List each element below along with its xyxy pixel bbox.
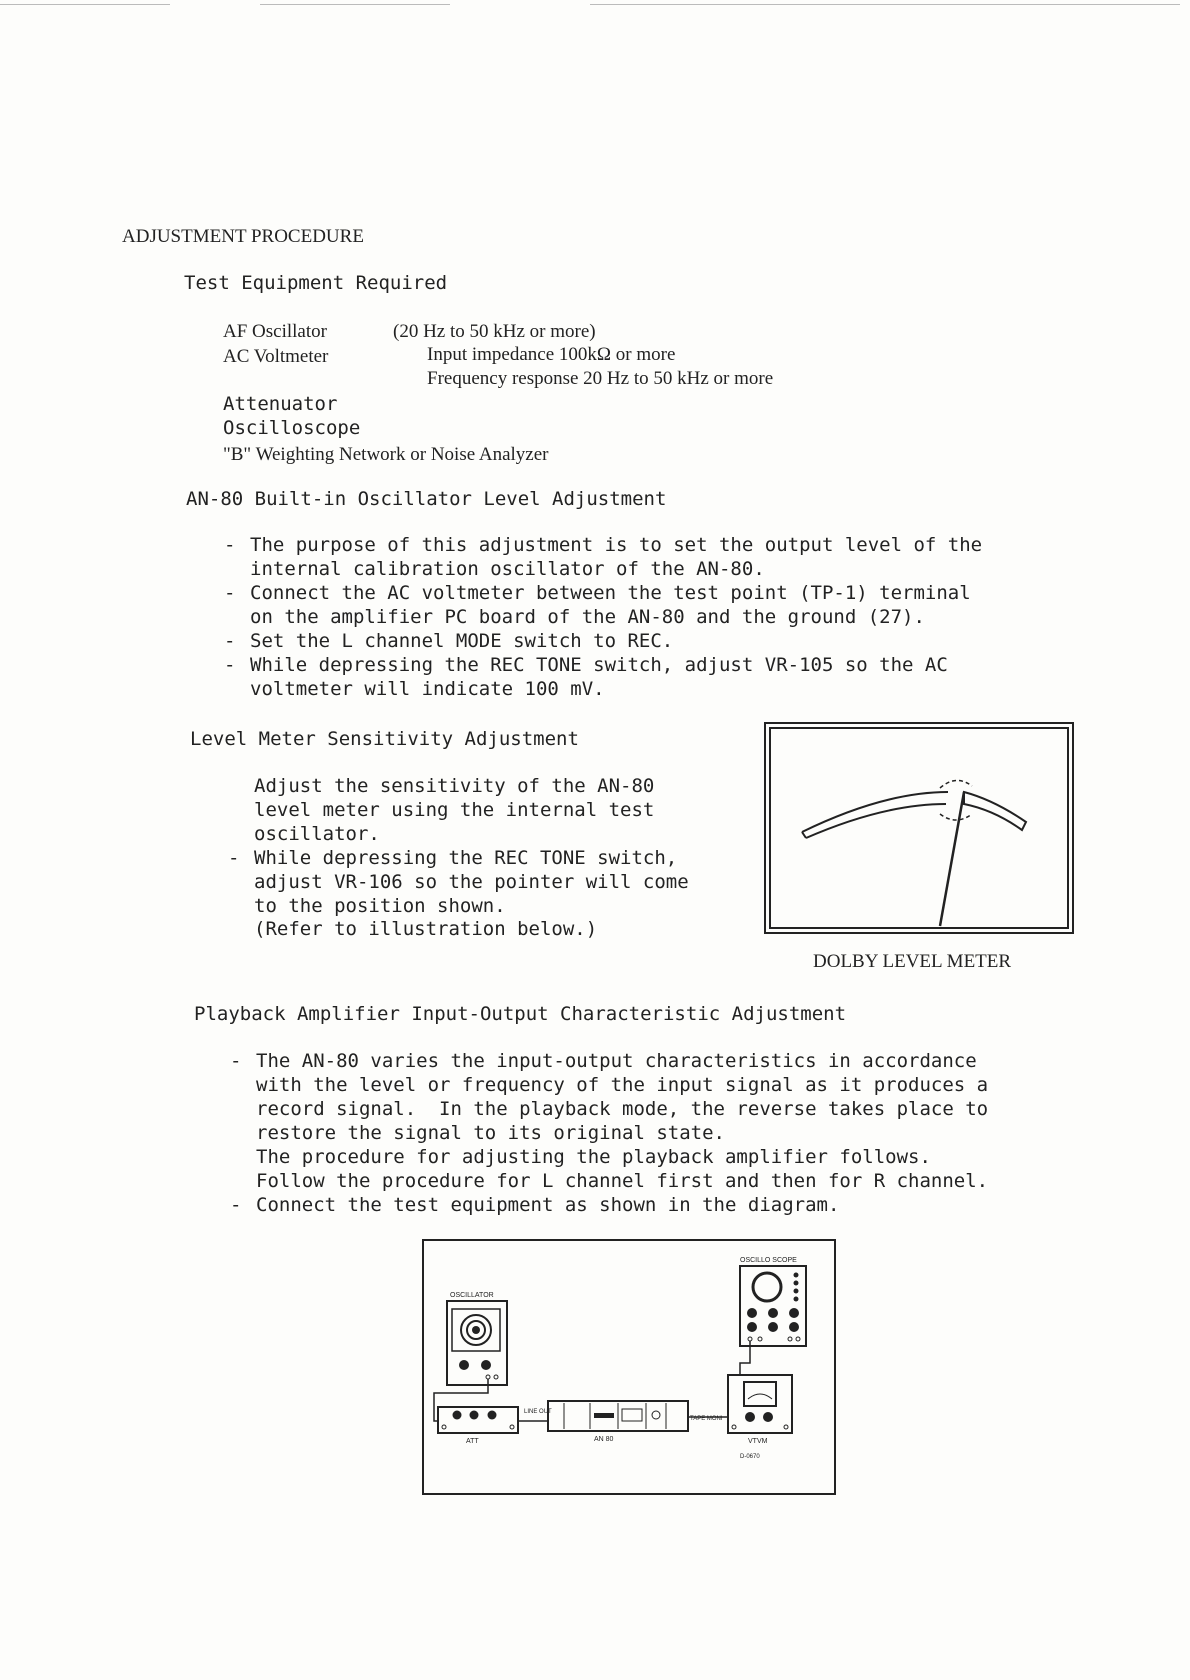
bullet-dash: - <box>224 654 236 676</box>
section-title-osc-level: AN-80 Built-in Oscillator Level Adjustment <box>186 488 667 510</box>
attenuator-knob <box>470 1411 479 1420</box>
an80-meter <box>622 1409 642 1421</box>
oscillator-label: OSCILLATOR <box>450 1292 494 1299</box>
meter-pointer <box>940 792 964 926</box>
paragraph-line: voltmeter will indicate 100 mV. <box>250 678 605 700</box>
bullet-dash: - <box>230 1194 242 1216</box>
paragraph-line: (Refer to illustration below.) <box>254 918 598 940</box>
line-out-label: LINE OUT <box>524 1409 552 1415</box>
oscilloscope-knob <box>768 1308 778 1318</box>
paragraph-line: oscillator. <box>254 823 380 845</box>
attenuator-box <box>438 1407 518 1433</box>
paragraph-line: Set the L channel MODE switch to REC. <box>250 630 674 652</box>
oscilloscope-knob <box>794 1289 799 1294</box>
paragraph-line: Connect the test equipment as shown in the diagram. <box>256 1194 840 1216</box>
oscillator-knob <box>459 1360 469 1370</box>
paragraph-line: internal calibration oscillator of the AN-80. <box>250 558 765 580</box>
oscillator-knob <box>481 1360 491 1370</box>
attenuator-knob <box>453 1411 462 1420</box>
paragraph-line: Follow the procedure for L channel first and then for R channel. <box>256 1170 989 1192</box>
bullet-dash: - <box>230 1050 242 1072</box>
paragraph-line: to the position shown. <box>254 895 506 917</box>
dolby-level-meter-figure <box>764 722 1074 934</box>
oscilloscope-terminal <box>796 1337 800 1341</box>
oscilloscope-knob <box>794 1281 799 1286</box>
paragraph-line: record signal. In the playback mode, the reverse takes place to <box>256 1098 989 1120</box>
vtvm-terminal <box>784 1425 788 1429</box>
equipment-name: AF Oscillator <box>223 321 327 342</box>
oscilloscope-terminal <box>758 1337 762 1341</box>
oscilloscope-terminal <box>788 1337 792 1341</box>
paragraph-line: While depressing the REC TONE switch, adjust VR-105 so the AC <box>250 654 948 676</box>
oscillator-terminal <box>494 1375 498 1379</box>
equipment-name: Oscilloscope <box>223 417 361 439</box>
paragraph-line: The AN-80 varies the input-output characteristics in accordance <box>256 1050 977 1072</box>
scan-edge-line <box>590 4 1180 5</box>
section-title-playback: Playback Amplifier Input-Output Characteristic Adjustment <box>194 1003 847 1025</box>
attenuator-terminal <box>510 1425 514 1429</box>
meter-mark-circle <box>940 780 972 788</box>
equipment-spec: (20 Hz to 50 kHz or more) <box>393 321 596 342</box>
paragraph-line: The purpose of this adjustment is to set the output level of the <box>250 534 983 556</box>
an80-knob <box>652 1411 660 1419</box>
figure-number: D-0670 <box>740 1454 760 1460</box>
oscilloscope-box <box>740 1266 806 1346</box>
tape-moni-label: TAPE MONI <box>690 1416 723 1422</box>
attenuator-label: ATT <box>466 1438 479 1445</box>
paragraph-line: with the level or frequency of the input signal as it produces a <box>256 1074 989 1096</box>
meter-mark-circle <box>940 814 972 820</box>
oscilloscope-knob <box>747 1322 757 1332</box>
paragraph-line: While depressing the REC TONE switch, <box>254 847 678 869</box>
paragraph-line: Adjust the sensitivity of the AN-80 <box>254 775 655 797</box>
oscilloscope-label: OSCILLO SCOPE <box>740 1257 797 1264</box>
oscilloscope-knob <box>794 1297 799 1302</box>
vtvm-knob <box>763 1412 773 1422</box>
bullet-dash: - <box>224 582 236 604</box>
page-heading: ADJUSTMENT PROCEDURE <box>122 226 364 247</box>
paragraph-line: restore the signal to its original state. <box>256 1122 725 1144</box>
scan-edge-line <box>0 4 170 5</box>
paragraph-line: level meter using the internal test <box>254 799 655 821</box>
vtvm-meter-arc <box>748 1394 772 1399</box>
equipment-spec: Input impedance 100kΩ or more <box>427 344 676 365</box>
equipment-name: Attenuator <box>223 393 338 415</box>
oscillator-dial <box>472 1326 480 1334</box>
oscilloscope-knob <box>789 1322 799 1332</box>
meter-scale-arc-outer <box>802 792 948 832</box>
paragraph-line: Connect the AC voltmeter between the test point (TP-1) terminal <box>250 582 971 604</box>
equipment-name: "B" Weighting Network or Noise Analyzer <box>223 444 549 465</box>
meter-scale-arc-end <box>802 832 806 838</box>
figure-caption: DOLBY LEVEL METER <box>813 951 1012 972</box>
oscilloscope-knob <box>747 1308 757 1318</box>
oscilloscope-terminal <box>748 1337 752 1341</box>
oscilloscope-knob <box>794 1273 799 1278</box>
vtvm-terminal <box>732 1425 736 1429</box>
oscilloscope-screen <box>753 1273 781 1301</box>
bullet-dash: - <box>224 630 236 652</box>
oscillator-terminal <box>486 1375 490 1379</box>
paragraph-line: adjust VR-106 so the pointer will come <box>254 871 689 893</box>
bullet-dash: - <box>228 847 240 869</box>
section-title-test-equipment: Test Equipment Required <box>184 272 448 294</box>
attenuator-knob <box>488 1411 497 1420</box>
oscillator-box <box>447 1301 507 1385</box>
equipment-spec: Frequency response 20 Hz to 50 kHz or more <box>427 368 774 389</box>
an80-switches <box>594 1413 614 1418</box>
vtvm-knob <box>745 1412 755 1422</box>
connection-diagram <box>422 1239 836 1495</box>
vtvm-label: VTVM <box>748 1438 768 1445</box>
bullet-dash: - <box>224 534 236 556</box>
an80-label: AN 80 <box>594 1436 614 1443</box>
vtvm-box <box>728 1375 792 1433</box>
meter-red-zone <box>964 792 1026 830</box>
scan-edge-line <box>260 4 450 5</box>
paragraph-line: on the amplifier PC board of the AN-80 and the ground (27). <box>250 606 925 628</box>
equipment-name: AC Voltmeter <box>223 346 329 367</box>
section-title-meter-sensitivity: Level Meter Sensitivity Adjustment <box>190 728 579 750</box>
paragraph-line: The procedure for adjusting the playback amplifier follows. <box>256 1146 931 1168</box>
oscilloscope-knob <box>768 1322 778 1332</box>
oscilloscope-knob <box>789 1308 799 1318</box>
attenuator-terminal <box>442 1425 446 1429</box>
